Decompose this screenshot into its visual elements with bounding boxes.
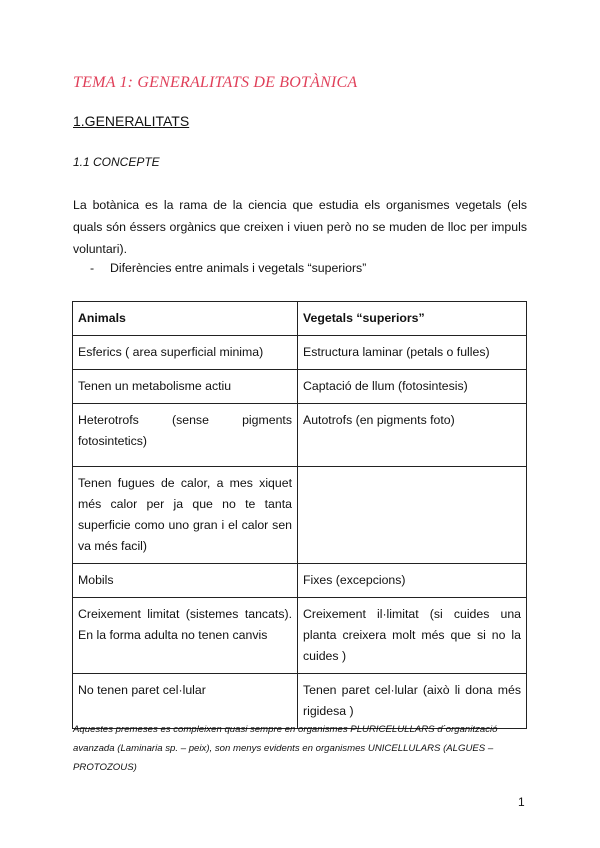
table-cell: Creixement limitat (sistemes tancats). En la forma adulta no tenen canvis bbox=[73, 598, 298, 674]
page-number: 1 bbox=[518, 795, 525, 809]
bullet-item bbox=[90, 261, 366, 275]
header-animals: Animals bbox=[73, 302, 298, 336]
table-cell: Tenen paret cel·lular (això li dona més rigidesa ) bbox=[298, 674, 527, 729]
table-row bbox=[73, 404, 527, 467]
table-cell: Tenen fugues de calor, a mes xiquet més calor per ja que no te tanta superficie como uno gran i el calor sen va més facil) bbox=[73, 467, 298, 564]
table-row bbox=[73, 598, 527, 674]
table-cell: No tenen paret cel·lular bbox=[73, 674, 298, 729]
comparison-table bbox=[72, 301, 527, 729]
table-cell: Mobils bbox=[73, 564, 298, 598]
table-cell bbox=[298, 467, 527, 564]
document-title: TEMA 1: GENERALITATS DE BOTÀNICA bbox=[73, 74, 358, 91]
table-cell: Esferics ( area superficial minima) bbox=[73, 336, 298, 370]
bullet-dash: - bbox=[90, 261, 95, 275]
section-heading: 1.GENERALITATS bbox=[73, 113, 190, 129]
footnote: Aquestes premeses es compleixen quasi sempre en organismes PLURICELULLARS d´organització avanzada (Laminaria sp. – peix), son menys evidents en organismes UNICELLULARS (ALGUES – PROTOZOUS) bbox=[73, 724, 498, 773]
table-row bbox=[73, 467, 527, 564]
table-row bbox=[73, 370, 527, 404]
table-cell: Estructura laminar (petals o fulles) bbox=[298, 336, 527, 370]
table-cell: Heterotrofs (sense pigments fotosintetics) bbox=[73, 404, 298, 467]
header-vegetals: Vegetals “superiors” bbox=[298, 302, 527, 336]
table-cell: Autotrofs (en pigments foto) bbox=[298, 404, 527, 467]
table-cell: Fixes (excepcions) bbox=[298, 564, 527, 598]
table-cell: Creixement il·limitat (si cuides una planta creixera molt més que si no la cuides ) bbox=[298, 598, 527, 674]
table-row bbox=[73, 336, 527, 370]
table-row bbox=[73, 564, 527, 598]
subsection-heading: 1.1 CONCEPTE bbox=[73, 155, 160, 169]
table-cell: Tenen un metabolisme actiu bbox=[73, 370, 298, 404]
bullet-text: Diferències entre animals i vegetals “superiors” bbox=[110, 261, 367, 275]
table-header-row bbox=[73, 302, 527, 336]
intro-paragraph: La botànica es la rama de la ciencia que estudia els organismes vegetals (els quals són éssers orgànics que creixen i viuen però no se muden de lloc per impuls voluntari). bbox=[73, 198, 527, 256]
table-cell: Captació de llum (fotosintesis) bbox=[298, 370, 527, 404]
